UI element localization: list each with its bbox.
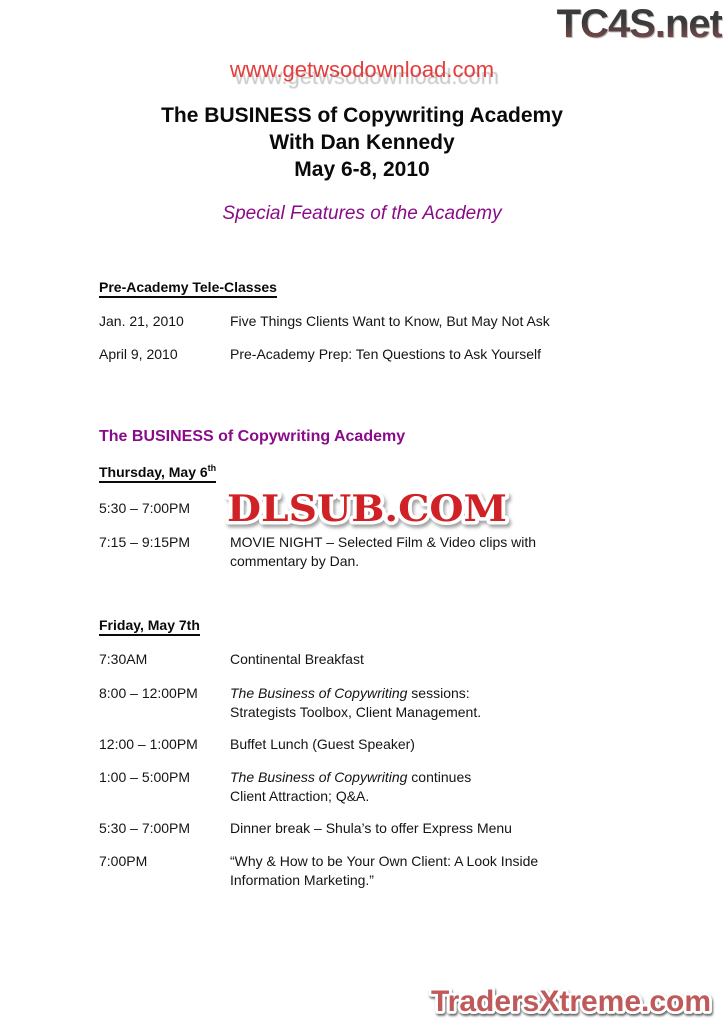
row-time: 7:30AM xyxy=(99,651,148,667)
title-line-3: May 6-8, 2010 xyxy=(294,158,430,181)
row-description xyxy=(230,852,538,890)
row-time: 8:00 – 12:00PM xyxy=(99,685,198,701)
getwsodownload-watermark: www.getwsodownload.com xyxy=(229,57,495,82)
dlsub-watermark-logo xyxy=(218,483,516,535)
friday-heading xyxy=(99,617,200,636)
schedule-row xyxy=(99,819,512,838)
row-description: Dinner break – Shula’s to offer Express Menu xyxy=(230,820,512,836)
schedule-row xyxy=(99,345,541,364)
thursday-heading-text xyxy=(99,464,216,483)
thursday-heading xyxy=(99,464,216,483)
description-line-2: Information Marketing.” xyxy=(230,872,374,888)
title-line-1: The BUSINESS of Copywriting Academy xyxy=(161,104,563,127)
description-italic-part: The Business of Copywriting xyxy=(230,769,408,785)
description-regular-part: continues xyxy=(407,769,472,785)
academy-section-heading: The BUSINESS of Copywriting Academy xyxy=(99,428,406,445)
thursday-heading-superscript: th xyxy=(207,463,217,473)
row-description: Buffet Lunch (Guest Speaker) xyxy=(230,736,415,752)
friday-heading-text: Friday, May 7th xyxy=(99,617,200,636)
row-time: 5:30 – 7:00PM xyxy=(99,500,191,516)
row-description xyxy=(230,768,471,806)
row-description: Pre-Academy Prep: Ten Questions to Ask Yourself xyxy=(230,346,542,362)
schedule-row xyxy=(99,852,538,890)
row-time: 12:00 – 1:00PM xyxy=(99,736,198,752)
row-description xyxy=(230,684,481,722)
description-line-1 xyxy=(230,768,471,787)
row-description xyxy=(230,533,536,571)
description-italic-part: The Business of Copywriting xyxy=(230,685,408,701)
row-date: April 9, 2010 xyxy=(99,346,178,362)
description-line-1 xyxy=(230,684,481,703)
tradersxtreme-watermark-logo xyxy=(424,981,718,1023)
schedule-row xyxy=(99,499,230,518)
schedule-row xyxy=(99,768,471,806)
document-subtitle: Special Features of the Academy xyxy=(222,203,502,224)
description-line-1: “Why & How to be Your Own Client: A Look Inside xyxy=(230,853,539,869)
schedule-row xyxy=(99,735,415,754)
tradersxtreme-watermark-text: TradersXtreme.com xyxy=(431,985,711,1018)
row-time: 7:00PM xyxy=(99,853,148,869)
row-description: Continental Breakfast xyxy=(230,651,364,667)
schedule-row xyxy=(99,684,481,722)
row-date: Jan. 21, 2010 xyxy=(99,313,184,329)
pre-academy-heading-text: Pre-Academy Tele-Classes xyxy=(99,279,277,298)
description-line-1: MOVIE NIGHT – Selected Film & Video clips with xyxy=(230,534,537,550)
description-line-2: Client Attraction; Q&A. xyxy=(230,788,370,804)
pre-academy-heading xyxy=(99,279,277,298)
description-line-2: commentary by Dan. xyxy=(230,553,360,569)
thursday-heading-main: Thursday, May 6 xyxy=(99,464,208,480)
title-line-2: With Dan Kennedy xyxy=(269,131,455,154)
tc4s-watermark-logo: TC4S.net xyxy=(556,2,722,46)
schedule-row xyxy=(99,533,536,571)
schedule-row xyxy=(99,312,550,331)
description-regular-part: sessions: xyxy=(407,685,470,701)
row-description: Five Things Clients Want to Know, But May Not Ask xyxy=(230,313,550,329)
schedule-row xyxy=(99,650,364,669)
dlsub-watermark-text: DLSUB.COM xyxy=(227,488,507,530)
row-time: 1:00 – 5:00PM xyxy=(99,769,191,785)
document-title xyxy=(0,102,724,183)
row-time: 7:15 – 9:15PM xyxy=(99,534,191,550)
row-time: 5:30 – 7:00PM xyxy=(99,820,191,836)
description-line-2: Strategists Toolbox, Client Management. xyxy=(230,704,482,720)
